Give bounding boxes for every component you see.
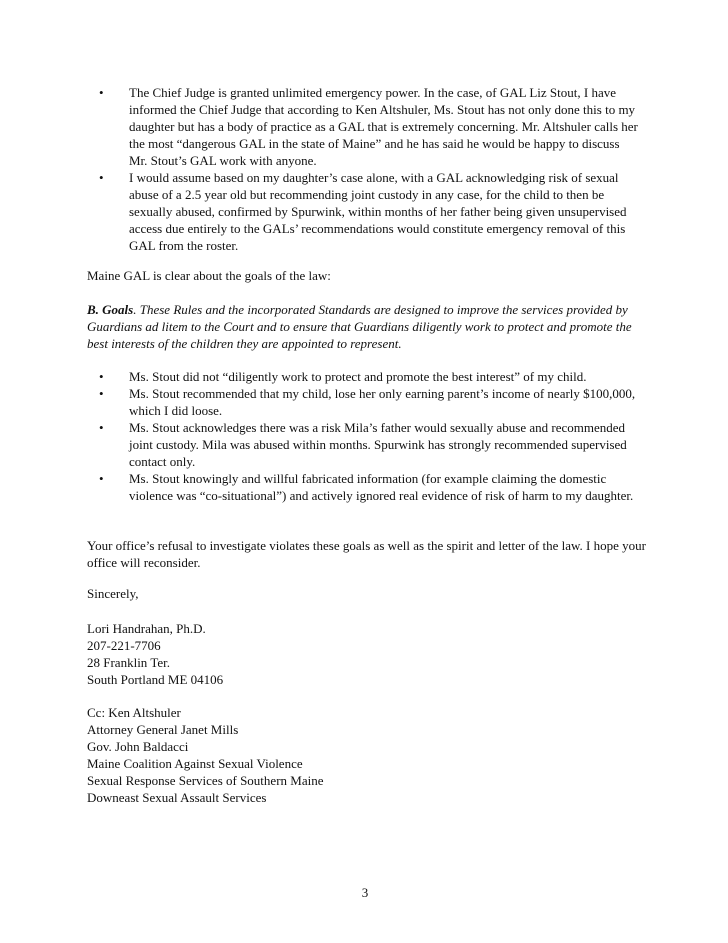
list-item xyxy=(0,84,639,169)
goals-bullet-list xyxy=(0,368,728,504)
list-item xyxy=(0,169,639,254)
intro-paragraph: Maine GAL is clear about the goals of the law: xyxy=(87,268,331,283)
list-item xyxy=(0,470,639,504)
signature-block xyxy=(87,620,647,688)
cc-line: Attorney General Janet Mills xyxy=(87,722,239,737)
cc-line: Gov. John Baldacci xyxy=(87,739,189,754)
signature-name: Lori Handrahan, Ph.D. xyxy=(87,621,206,636)
goals-quote xyxy=(87,301,647,352)
signature-city: South Portland ME 04106 xyxy=(87,672,224,687)
bullet-text: Ms. Stout recommended that my child, lose her only earning parent’s income of nearly $100,000, which I did loose. xyxy=(129,386,636,418)
list-item xyxy=(0,385,639,419)
bullet-text: The Chief Judge is granted unlimited emergency power. In the case, of GAL Liz Stout, I have informed the Chief Judge that according to Ken Altshuler, Ms. Stout has not only done this to my daughter but has a body of practice as a GAL that is extremely concerning. Mr. Altshuler calls her the most “dangerous GAL in the state of Maine” and he has said he would be happy to discuss Mr. Stout’s GAL work with anyone. xyxy=(129,85,638,168)
bullet-text: Ms. Stout did not “diligently work to protect and promote the best interest” of my child. xyxy=(129,369,587,384)
cc-line: Maine Coalition Against Sexual Violence xyxy=(87,756,303,771)
bullet-text: Ms. Stout acknowledges there was a risk Mila’s father would sexually abuse and recommended joint custody. Mila was abused within months. Spurwink has strongly recommended supervised contact only. xyxy=(129,420,627,469)
signature-phone: 207-221-7706 xyxy=(87,638,161,653)
cc-block xyxy=(87,704,647,806)
bullet-icon: • xyxy=(99,420,104,435)
bullet-icon: • xyxy=(99,369,104,384)
signature-street: 28 Franklin Ter. xyxy=(87,655,170,670)
bullet-icon: • xyxy=(99,386,104,401)
goals-text: . These Rules and the incorporated Standards are designed to improve the services provided by Guardians ad litem to the Court and to ensure that Guardians diligently work to protect and promote the best interests of the children they are appointed to represent. xyxy=(87,302,632,351)
cc-line: Sexual Response Services of Southern Maine xyxy=(87,773,324,788)
signoff: Sincerely, xyxy=(87,586,139,601)
closing-paragraph: Your office’s refusal to investigate violates these goals as well as the spirit and letter of the law. I hope your office will reconsider. xyxy=(87,538,646,570)
bullet-text: I would assume based on my daughter’s case alone, with a GAL acknowledging risk of sexual abuse of a 2.5 year old but recommending joint custody in any case, for the child to then be sexually abused, confirmed by Spurwink, within months of her father being given unsupervised access due entirely to the GALs’ recommendations would constitute emergency removal of this GAL from the roster. xyxy=(129,170,627,253)
list-item xyxy=(0,419,639,470)
emergency-bullet-list xyxy=(0,84,728,254)
cc-line: Downeast Sexual Assault Services xyxy=(87,790,267,805)
goals-heading: B. Goals xyxy=(87,302,134,317)
bullet-text: Ms. Stout knowingly and willful fabricated information (for example claiming the domestic violence was “co-situational”) and actively ignored real evidence of risk of harm to my daughter. xyxy=(129,471,634,503)
cc-line: Cc: Ken Altshuler xyxy=(87,705,181,720)
bullet-icon: • xyxy=(99,471,104,486)
bullet-icon: • xyxy=(99,85,104,100)
page-number: 3 xyxy=(361,885,369,900)
list-item xyxy=(0,368,639,385)
bullet-icon: • xyxy=(99,170,104,185)
